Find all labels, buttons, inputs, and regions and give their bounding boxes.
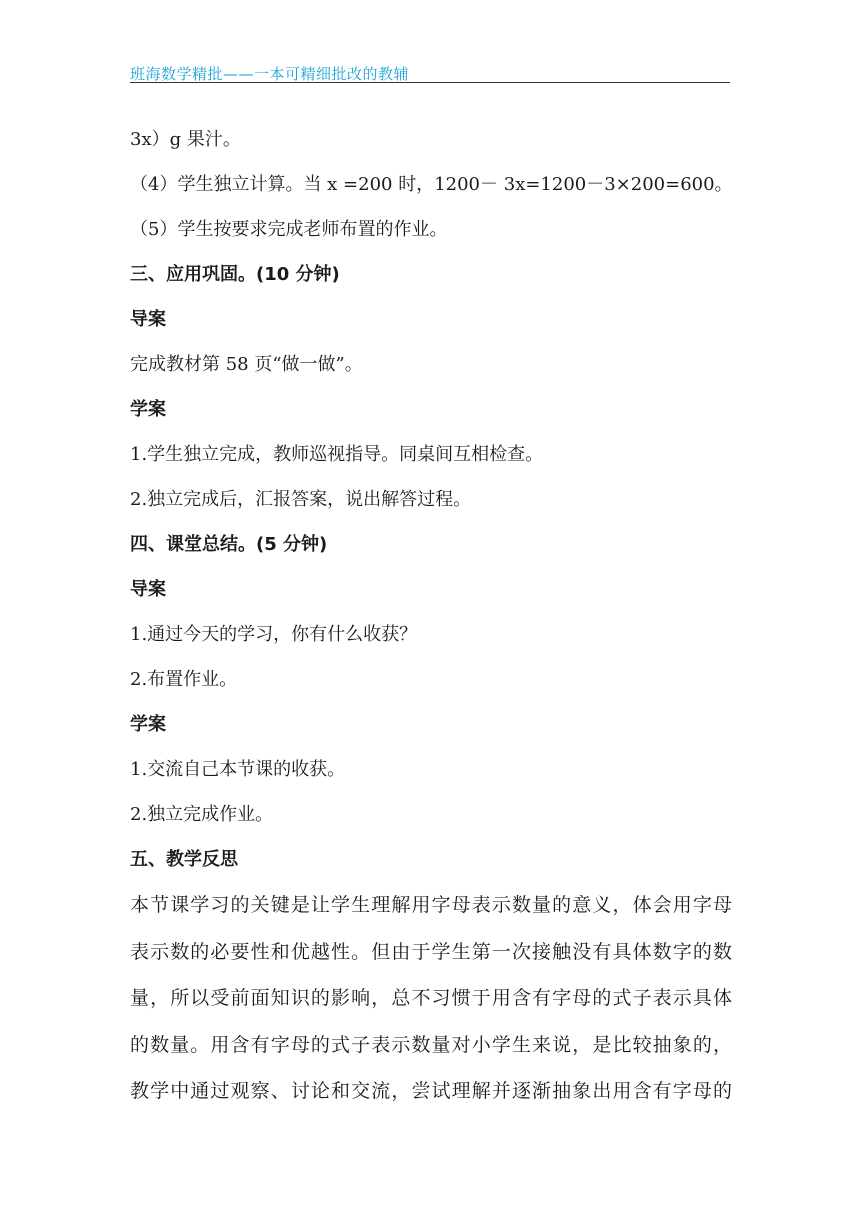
subsection-heading: 导案 bbox=[130, 309, 166, 330]
page-header-title: 班海数学精批——一本可精细批改的教辅 bbox=[130, 65, 410, 83]
paragraph-line: 教学中通过观察、讨论和交流，尝试理解并逐渐抽象出用含有字母的 bbox=[130, 1080, 732, 1102]
subsection-heading: 导案 bbox=[130, 579, 166, 600]
document-body bbox=[130, 117, 732, 1115]
list-item: 2.独立完成后，汇报答案，说出解答过程。 bbox=[130, 489, 472, 510]
subsection-heading: 学案 bbox=[130, 714, 166, 735]
list-item: 2.布置作业。 bbox=[130, 669, 238, 690]
section-heading: 五、教学反思 bbox=[130, 849, 238, 870]
list-item: 2.独立完成作业。 bbox=[130, 804, 274, 825]
text-line: （4）学生独立计算。当 x =200 时，1200－ 3x=1200－3×200=600。 bbox=[130, 174, 733, 195]
section-heading: 三、应用巩固。(10 分钟) bbox=[130, 264, 340, 285]
reflection-paragraph bbox=[130, 882, 732, 1115]
paragraph-line: 表示数的必要性和优越性。但由于学生第一次接触没有具体数字的数 bbox=[130, 940, 732, 963]
paragraph-line: 本节课学习的关键是让学生理解用字母表示数量的意义，体会用字母 bbox=[130, 894, 732, 916]
header-divider bbox=[130, 82, 730, 83]
list-item: 1.通过今天的学习，你有什么收获？ bbox=[130, 624, 418, 645]
section-heading: 四、课堂总结。(5 分钟) bbox=[130, 534, 328, 555]
text-line: （5）学生按要求完成老师布置的作业。 bbox=[130, 219, 448, 240]
subsection-heading: 学案 bbox=[130, 399, 166, 420]
list-item: 1.学生独立完成，教师巡视指导。同桌间互相检查。 bbox=[130, 444, 544, 465]
text-line: 3x）g 果汁。 bbox=[130, 129, 241, 150]
paragraph-line: 的数量。用含有字母的式子表示数量对小学生来说，是比较抽象的， bbox=[130, 1033, 732, 1056]
paragraph-line: 量，所以受前面知识的影响，总不习惯于用含有字母的式子表示具体 bbox=[130, 987, 732, 1009]
list-item: 1.交流自己本节课的收获。 bbox=[130, 759, 346, 780]
text-line: 完成教材第 58 页“做一做”。 bbox=[130, 354, 363, 375]
